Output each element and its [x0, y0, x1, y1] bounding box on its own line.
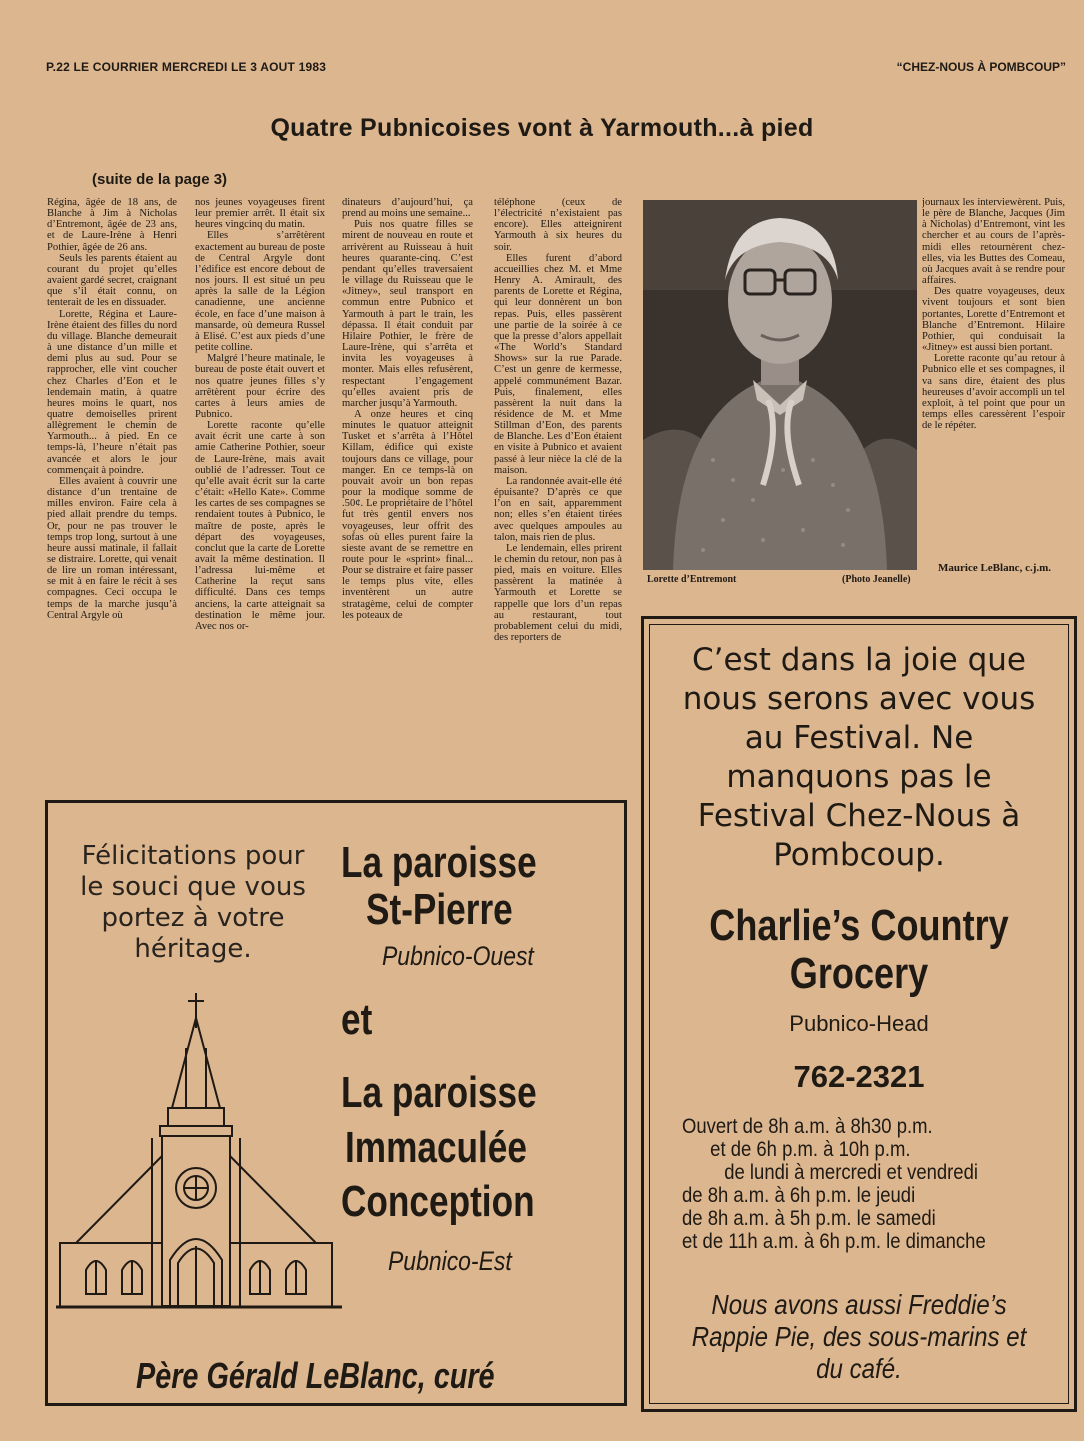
article-column-5	[922, 197, 1065, 577]
paragraph: journaux les interviewèrent. Puis, le père de Blanche, Jacques (Jim à Nicholas) d’Entremont, vint les chercher et au cours de l’après-midi elles retournèrent chez-elles, via les Buttes des Comeau, où Jacques avait à se rendre pour affaires.	[922, 197, 1065, 287]
parish1-name-line1: La paroisse	[341, 838, 537, 887]
parish2-place: Pubnico-Est	[388, 1246, 512, 1276]
festival-line: Pombcoup.	[773, 837, 945, 873]
paragraph: Elles s’arrêtèrent exactement au bureau de poste de Central Argyle dont l’édifice est encore debout de nos jours. Il est situé un peu après la salle de la Légion canadienne, une ancienne école, en face d’une maison à mansarde, où demeura Russel à Elisé. C’est aux pieds d’une petite colline.	[195, 230, 325, 354]
paragraph: dinateurs d’aujourd’hui, ça prend au moins une semaine...	[342, 197, 473, 220]
article-byline: Maurice LeBlanc, c.j.m.	[938, 562, 1052, 574]
footer-line: Rappie Pie, des sous-marins et	[691, 1321, 1027, 1352]
store-footer	[674, 1289, 1044, 1385]
paragraph: Seuls les parents étaient au courant du projet qu’elles avaient gardé secret, craignant que s’il était connu, on tenterait de les en dissuader.	[47, 252, 177, 309]
congrats-line: héritage.	[134, 934, 252, 964]
paragraph: Des quatre voyageuses, deux vivent toujours et sont bien portantes, Lorette d’Entremont et Blanche d’Entremont. Hilaire Pothier, qui conduisait la «Jitney» est aussi bien portant.	[922, 286, 1065, 354]
hours-line: de lundi à mercredi et vendredi	[724, 1161, 978, 1184]
paragraph: Elles avaient à couvrir une distance d’un trentaine de milles environ. Faire cela à pied allait prendre du temps. Or, pour ne pas trouver le temps trop long, surtout à une heure aussi matinale, il fallait se distraire. Lorette, qui venait de lire un roman intéressant, se mit à en faire le récit à ses compagnes. Ceci occupa le temps de la marche jusqu’à Central Argyle où	[47, 475, 177, 621]
festival-line: au Festival. Ne	[744, 720, 974, 756]
congrats-line: Félicitations pour	[81, 841, 305, 871]
priest-name: Père Gérald LeBlanc, curé	[136, 1355, 495, 1396]
paragraph: Le lendemain, elles prirent le chemin du retour, non pas à pied, mais en voiture. Elles passèrent la matinée à Yarmouth et Lorette se rappelle que lors d’un repas au restaurant, tout probablement celui du midi, des reporters de	[494, 542, 622, 644]
hours-line: et de 6h p.m. à 10h p.m.	[710, 1138, 911, 1161]
paragraph: La randonnée avait-elle été épuisante? D’après ce que l’on en sait, apparemment non; elles s’en étaient tirées avec quelques ampoules au talon, mais rien de plus.	[494, 475, 622, 543]
hours-line: de 8h a.m. à 6h p.m. le jeudi	[682, 1184, 916, 1207]
paragraph: Lorette raconte qu’elle avait écrit une carte à son amie Catherine Pothier, soeur de Laure-Irène, mais avait oublié de l’adresser. Tout ce qu’elle avait écrit sur la carte c’était: «Hello Kate». Comme les cartes de ses compagnes se rendaient toutes à Pubnico, le maître de poste, après le départ des voyageuses, conclut que la carte de Lorette avait la même destination. Il l’adressa lui-même et Catherine la reçut sans difficulté. Dans ces temps anciens, la carte atteignait sa destination le même jour. Avec nos or-	[195, 420, 325, 632]
paragraph: Lorette raconte qu’au retour à Pubnico elle et ses compagnes, il va sans dire, étaient des plus heureuses d’avoir accompli un tel exploit, à tel point que pour un temps elles caressèrent l’espoir de le répéter.	[922, 353, 1065, 432]
store-name-line1: Charlie’s Country	[709, 901, 1009, 950]
portrait-illustration	[643, 200, 917, 570]
congratulations-text	[48, 841, 338, 965]
and-text: et	[341, 995, 373, 1044]
article-subhead: (suite de la page 3)	[92, 171, 228, 188]
paragraph: Régina, âgée de 18 ans, de Blanche à Jim à Nicholas d’Entremont, âgée de 23 ans, et de Laure-Irène à Henri Pothier, âgée de 26 ans.	[47, 197, 177, 253]
store-name-line2: Grocery	[789, 949, 929, 998]
store-phone: 762-2321	[793, 1059, 925, 1094]
paragraph: Lorette, Régina et Laure-Irène étaient des filles du nord du village. Blanche demeurait à une distance d’un mille et demi plus au sud. Pour se rapprocher, elle vint coucher chez Charles d’Eon et le lendemain matin, à quatre heures moins le quart, nos quatre demoiselles prirent allègrement le chemin de Yarmouth... à pied. En ce temps-là, l’heure n’était pas avancée et alors le jour commençait à poindre.	[47, 308, 177, 476]
article-column-1	[47, 197, 177, 767]
parish-advertisement	[45, 800, 627, 1406]
photo-caption: Lorette d’Entremont	[647, 574, 737, 585]
paragraph: téléphone (ceux de l’électricité n’existaient pas encore). Elles atteignirent Yarmouth à six heures du soir.	[494, 197, 622, 253]
congrats-line: portez à votre	[101, 903, 285, 933]
hours-line: Ouvert de 8h a.m. à 8h30 p.m.	[682, 1115, 933, 1138]
hours-line: et de 11h a.m. à 6h p.m. le dimanche	[682, 1230, 986, 1253]
paragraph: Malgré l’heure matinale, le bureau de poste était ouvert et nos quatre jeunes filles s’y arrêtèrent pour écrire des cartes à leurs amies de Pubnico.	[195, 353, 325, 420]
article-column-2	[195, 197, 325, 767]
paragraph: nos jeunes voyageuses firent leur premier arrêt. Il était six heures vingcinq du matin.	[195, 197, 325, 231]
footer-line: du café.	[816, 1353, 902, 1384]
paragraph: Elles furent d’abord accueillies chez M. et Mme Henry A. Amirault, des parents de Lorette et Régina, qui leur donnèrent un bon repas. Puis, elles passèrent une partie de la soirée à ce que la presse d’alors appellait «The World’s Standard Shows» sur la rue Parade. C’est un genre de kermesse, appelé communément Bazar. Puis, finalement, elles passèrent la nuit dans la résidence de M. et Mme Stillman d’Eon, des parents de Blanche. Les d’Eon étaient en visite à Pubnico et avaient passé à leur nièce la clé de la maison.	[494, 252, 622, 476]
parish2-name-line3: Conception	[341, 1177, 535, 1226]
hours-line: de 8h a.m. à 5h p.m. le samedi	[682, 1207, 936, 1230]
portrait-photo	[643, 200, 917, 570]
footer-line: Nous avons aussi Freddie’s	[711, 1289, 1007, 1320]
article-column-4	[494, 197, 622, 767]
paragraph: Puis nos quatre filles se mirent de nouveau en route et arrivèrent au Ruisseau à huit heures quarante-cinq. C’est pendant qu’elles traversaient le village du Ruisseau que le «Jitney», seul transport en commun entre Pubnico et Yarmouth à part le train, les dépassa. Il était conduit par Hilaire Pothier, le frère de Laure-Irène, qui s’arrêta et invita les voyageuses à monter. Mais elles refusèrent, respectant l’engagement qu’elles avaient pris de marcher jusqu’à Yarmouth.	[342, 219, 473, 409]
parish2-name-line1: La paroisse	[341, 1068, 537, 1117]
parish1-place: Pubnico-Ouest	[382, 941, 534, 971]
grocery-advertisement	[641, 616, 1077, 1412]
photo-credit: (Photo Jeanelle)	[842, 574, 911, 585]
festival-line: manquons pas le	[726, 759, 992, 795]
parish1-name-line2: St-Pierre	[366, 885, 513, 934]
festival-line: Festival Chez-Nous à	[697, 798, 1021, 834]
festival-line: nous serons avec vous	[682, 681, 1036, 717]
festival-message	[644, 641, 1074, 875]
store-hours	[682, 1115, 986, 1253]
congrats-line: le souci que vous	[80, 872, 306, 902]
festival-line: C’est dans la joie que	[691, 642, 1027, 678]
store-location: Pubnico-Head	[789, 1011, 929, 1036]
article-headline: Quatre Pubnicoises vont à Yarmouth...à pied	[270, 114, 814, 142]
article-column-3	[342, 197, 473, 767]
parish2-name-line2: Immaculée	[345, 1123, 527, 1172]
church-illustration	[56, 988, 346, 1358]
page-header-left: P.22 LE COURRIER MERCREDI LE 3 AOUT 1983	[46, 60, 327, 74]
page-header-right: “CHEZ-NOUS À POMBCOUP”	[896, 60, 1066, 74]
paragraph: A onze heures et cinq minutes le quatuor atteignit Tusket et s’arrêta à l’Hôtel Killam, édifice qui existe toujours dans ce village, pour manger. En ce temps-là on pouvait avoir un bon repas pour la modique somme de .50¢. Le propriétaire de l’hôtel fut très gentil envers nos voyageuses, leur offrit des sofas où elles purent faire la sieste avant de se remettre en route pour le «sprint» final... Pour se distraire et faire passer le temps plus vite, elles inventèrent un autre stratagème, celui de compter les poteaux de	[342, 408, 473, 621]
